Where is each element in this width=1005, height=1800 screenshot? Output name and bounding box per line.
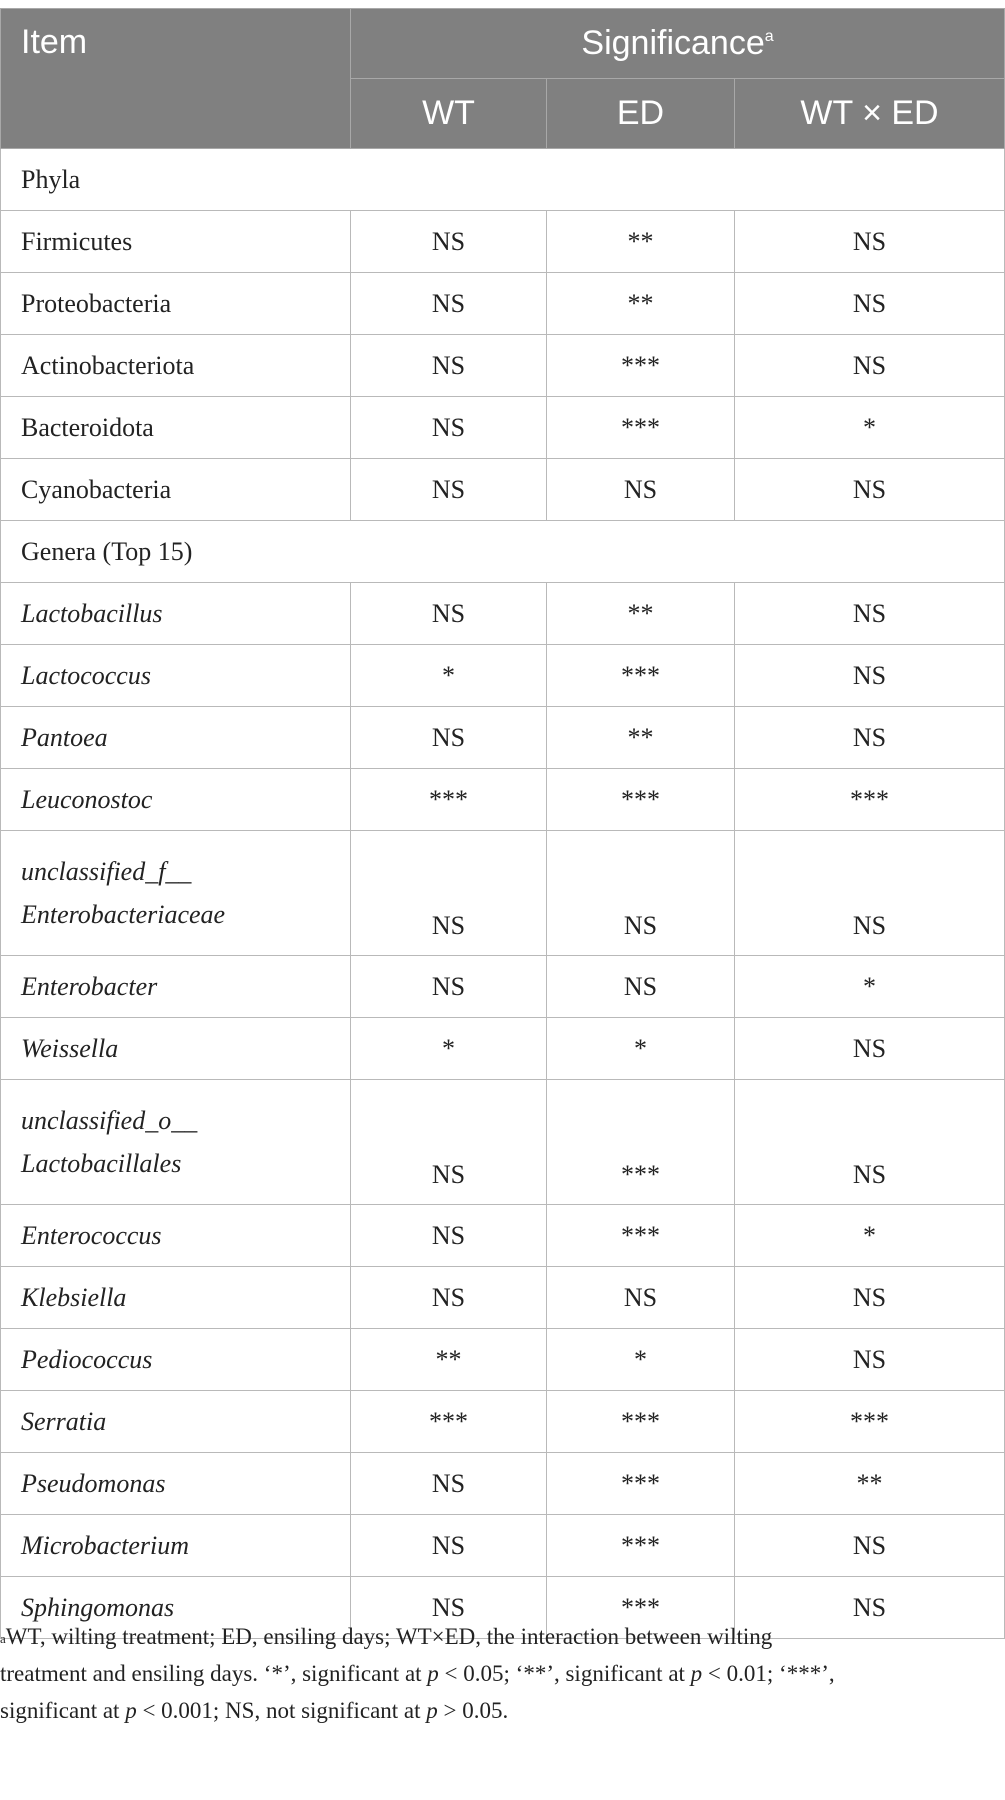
cell-wt-x-ed: NS [735,1018,1005,1080]
table-row [1,1080,1005,1205]
table-body [1,149,1005,1639]
cell-wt-x-ed: NS [735,459,1005,521]
footnote-p: p [690,1661,703,1686]
cell-wt: NS [351,707,547,769]
row-item-name: Enterobacter [1,956,351,1018]
footnote-marker: a [764,28,774,45]
cell-wt-x-ed: * [735,1205,1005,1267]
row-item-name [1,831,351,956]
cell-wt: *** [351,1391,547,1453]
cell-wt-x-ed: NS [735,583,1005,645]
table-row [1,459,1005,521]
cell-wt: NS [351,397,547,459]
cell-wt: NS [351,335,547,397]
section-row [1,521,1005,583]
table-row [1,1391,1005,1453]
cell-wt: NS [351,1080,547,1205]
table-row [1,707,1005,769]
footnote-p: p [426,1698,438,1723]
cell-ed: *** [547,335,735,397]
section-row [1,149,1005,211]
cell-wt: *** [351,769,547,831]
footnote-text: treatment and ensiling days. ‘*’, significant at [0,1661,428,1686]
section-label: Phyla [1,149,1005,211]
table-row [1,831,1005,956]
cell-wt-x-ed: NS [735,831,1005,956]
table-row [1,1205,1005,1267]
cell-wt: NS [351,1515,547,1577]
cell-ed: *** [547,1391,735,1453]
cell-wt-x-ed: *** [735,769,1005,831]
cell-wt: NS [351,273,547,335]
table-row [1,1267,1005,1329]
footnote-text: significant at [0,1698,126,1723]
section-label: Genera (Top 15) [1,521,1005,583]
cell-wt: ** [351,1329,547,1391]
footnote-marker: a [0,1631,6,1646]
cell-wt-x-ed: NS [735,335,1005,397]
cell-wt: NS [351,956,547,1018]
cell-ed: * [547,1018,735,1080]
table-row [1,1018,1005,1080]
table-row [1,645,1005,707]
cell-wt: NS [351,1453,547,1515]
cell-wt: * [351,1018,547,1080]
cell-wt: * [351,645,547,707]
cell-wt: NS [351,831,547,956]
table-header [1,9,1005,149]
cell-ed: *** [547,645,735,707]
cell-wt-x-ed: NS [735,1329,1005,1391]
table-row [1,583,1005,645]
cell-wt-x-ed: * [735,956,1005,1018]
cell-ed: *** [547,1080,735,1205]
table-row [1,1453,1005,1515]
cell-wt-x-ed: NS [735,1577,1005,1639]
cell-ed: *** [547,1205,735,1267]
table-row [1,769,1005,831]
row-item-name: Lactobacillus [1,583,351,645]
cell-wt-x-ed: NS [735,645,1005,707]
cell-wt: NS [351,1205,547,1267]
row-item-name: Enterococcus [1,1205,351,1267]
cell-ed: NS [547,459,735,521]
row-item-name: Proteobacteria [1,273,351,335]
row-item-name: Pseudomonas [1,1453,351,1515]
cell-wt-x-ed: NS [735,273,1005,335]
row-item-name: Lactococcus [1,645,351,707]
row-item-name: Pediococcus [1,1329,351,1391]
cell-ed: ** [547,707,735,769]
row-item-name: Microbacterium [1,1515,351,1577]
row-item-name-line: Lactobacillales [21,1149,182,1178]
cell-wt-x-ed: NS [735,211,1005,273]
header-wt-x-ed: WT × ED [735,79,1005,149]
cell-wt: NS [351,211,547,273]
table-footnote [0,1618,985,1729]
row-item-name: Sphingomonas [1,1577,351,1639]
table-row [1,273,1005,335]
header-item: Item [1,9,351,149]
cell-wt-x-ed: ** [735,1453,1005,1515]
row-item-name: Pantoea [1,707,351,769]
row-item-name: Serratia [1,1391,351,1453]
row-item-name-line: unclassified_f__ [21,857,192,886]
cell-wt: NS [351,583,547,645]
table-row [1,956,1005,1018]
row-item-name-line: unclassified_o__ [21,1106,198,1135]
table-row [1,335,1005,397]
table-container [0,8,1005,1639]
footnote-line: WT, wilting treatment; ED, ensiling days; WT×ED, the interaction between wilting [5,1624,773,1649]
footnote-text: < 0.01; ‘***’, [702,1661,835,1686]
row-item-name: Firmicutes [1,211,351,273]
cell-ed: NS [547,1267,735,1329]
cell-ed: NS [547,956,735,1018]
cell-wt-x-ed: *** [735,1391,1005,1453]
row-item-name: Bacteroidota [1,397,351,459]
cell-ed: * [547,1329,735,1391]
cell-wt: NS [351,1577,547,1639]
cell-ed: *** [547,1577,735,1639]
cell-ed: *** [547,769,735,831]
row-item-name: Klebsiella [1,1267,351,1329]
header-wt: WT [351,79,547,149]
cell-ed: NS [547,831,735,956]
table-row [1,211,1005,273]
footnote-text: > 0.05. [437,1698,509,1723]
row-item-name: Leuconostoc [1,769,351,831]
header-ed: ED [547,79,735,149]
cell-ed: *** [547,1515,735,1577]
table-row [1,397,1005,459]
footnote-text: < 0.001; NS, not significant at [136,1698,427,1723]
row-item-name: Cyanobacteria [1,459,351,521]
table-row [1,1515,1005,1577]
row-item-name [1,1080,351,1205]
cell-wt: NS [351,459,547,521]
header-significance: Significance$^a$ [351,9,1005,79]
cell-wt-x-ed: NS [735,1515,1005,1577]
cell-wt: NS [351,1267,547,1329]
row-item-name: Actinobacteriota [1,335,351,397]
cell-ed: *** [547,397,735,459]
footnote-p: p [427,1661,439,1686]
row-item-name-line: Enterobacteriaceae [21,900,226,929]
cell-ed: ** [547,273,735,335]
cell-wt-x-ed: * [735,397,1005,459]
table-row [1,1329,1005,1391]
cell-wt-x-ed: NS [735,1080,1005,1205]
footnote-text: < 0.05; ‘**’, significant at [438,1661,691,1686]
footnote-p: p [125,1698,137,1723]
cell-ed: ** [547,211,735,273]
cell-ed: *** [547,1453,735,1515]
significance-table [0,8,1005,1639]
cell-wt-x-ed: NS [735,707,1005,769]
cell-ed: ** [547,583,735,645]
row-item-name: Weissella [1,1018,351,1080]
cell-wt-x-ed: NS [735,1267,1005,1329]
